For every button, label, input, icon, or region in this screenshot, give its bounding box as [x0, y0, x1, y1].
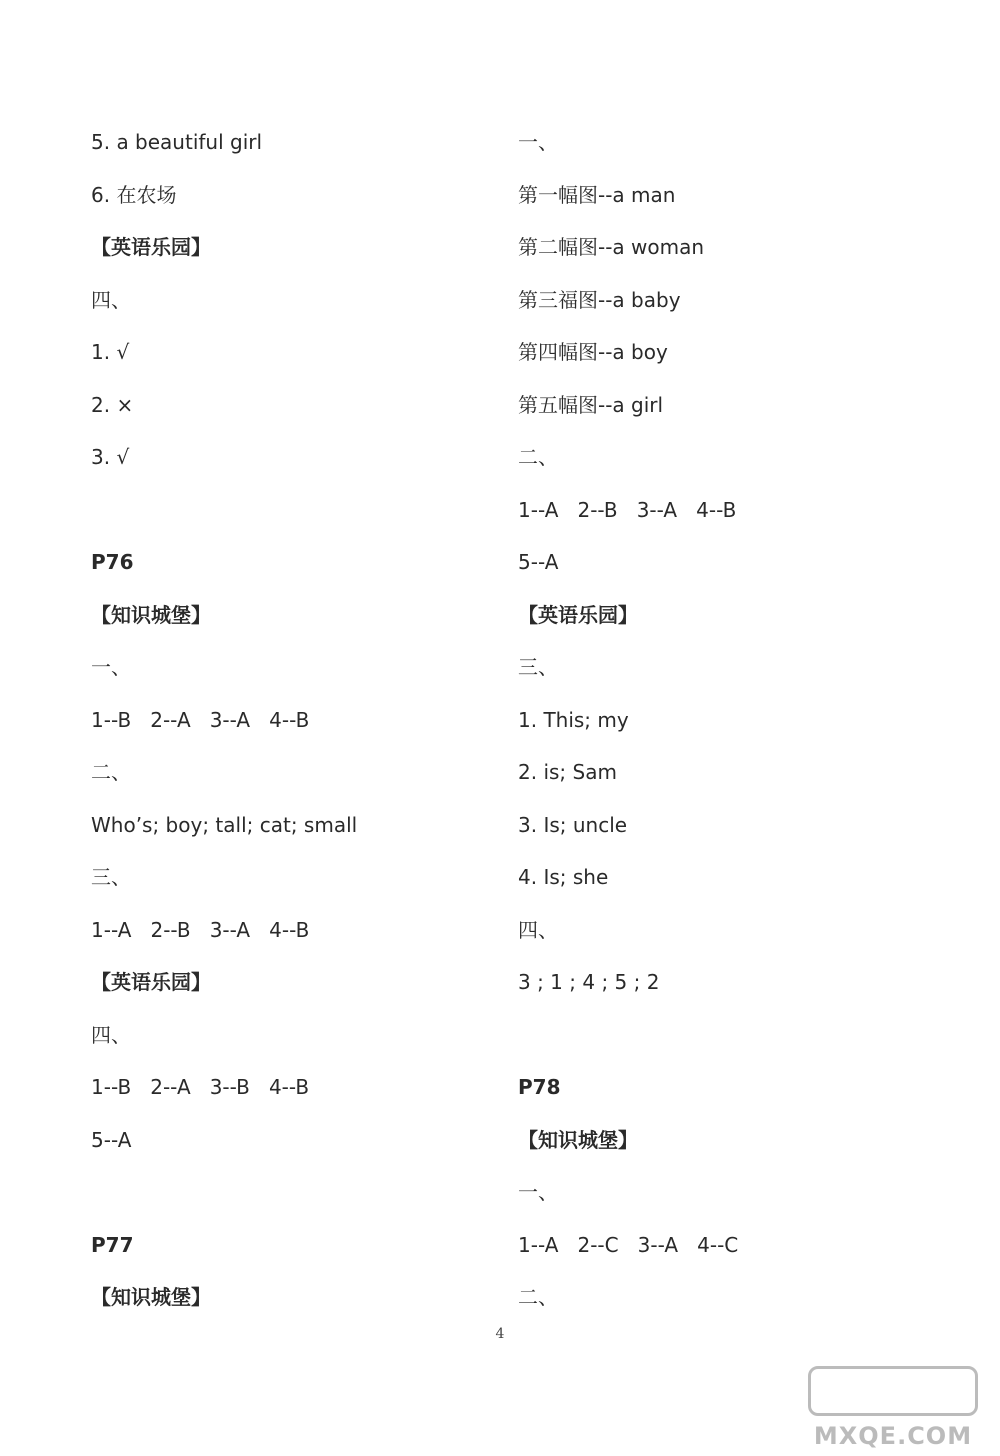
watermark-logo-icon — [808, 1366, 978, 1416]
answer-line: 6. 在农场 — [91, 182, 177, 207]
question-number: 一、 — [518, 1180, 558, 1204]
answer-line: 1. √ — [91, 340, 130, 364]
blank-line — [91, 490, 511, 543]
answer-line: 5--A — [91, 1127, 132, 1152]
answer-line: 4. Is; she — [518, 865, 609, 889]
blank-line — [91, 1172, 511, 1225]
answer-line: Who’s; boy; tall; cat; small — [91, 812, 358, 837]
answer-line: 1--A 2--C 3--A 4--C — [518, 1232, 739, 1257]
watermark — [798, 1366, 988, 1450]
answer-line: 第三福图--a baby — [518, 287, 681, 312]
watermark-text: MXQE.COM — [813, 1422, 973, 1450]
right-column — [518, 122, 938, 1330]
answer-line: 5--A — [518, 550, 559, 574]
question-number: 三、 — [518, 655, 558, 679]
answer-line: 2. is; Sam — [518, 760, 617, 784]
section-heading: 【知识城堡】 — [91, 1285, 211, 1309]
answer-line: 3 ; 1 ; 4 ; 5 ; 2 — [518, 970, 660, 994]
answer-line: 1--A 2--B 3--A 4--B — [518, 497, 737, 522]
answer-line: 第一幅图--a man — [518, 182, 676, 207]
answer-line: 2. × — [91, 392, 134, 417]
question-number: 四、 — [518, 917, 558, 942]
answer-line: 1--B 2--A 3--B 4--B — [91, 1075, 310, 1099]
question-number: 四、 — [91, 1022, 131, 1047]
question-number: 一、 — [518, 130, 558, 154]
answer-line: 第四幅图--a boy — [518, 340, 668, 364]
question-number: 二、 — [91, 760, 131, 784]
answer-line: 5. a beautiful girl — [91, 130, 263, 154]
section-heading: 【英语乐园】 — [91, 235, 211, 259]
question-number: 二、 — [518, 1285, 558, 1309]
section-heading: 【知识城堡】 — [91, 602, 211, 627]
answer-line: 第二幅图--a woman — [518, 235, 705, 259]
left-column — [91, 122, 511, 1330]
answer-line: 1. This; my — [518, 707, 629, 732]
page-heading: P78 — [518, 1075, 561, 1099]
answer-line: 1--B 2--A 3--A 4--B — [91, 707, 310, 732]
page-number: 4 — [495, 1326, 505, 1342]
page-heading: P76 — [91, 550, 134, 574]
answer-line: 3. Is; uncle — [518, 812, 628, 837]
question-number: 三、 — [91, 865, 131, 889]
question-number: 四、 — [91, 287, 131, 312]
answer-line: 1--A 2--B 3--A 4--B — [91, 917, 310, 942]
section-heading: 【英语乐园】 — [91, 970, 211, 994]
answer-line: 3. √ — [91, 445, 130, 469]
question-number: 二、 — [518, 445, 558, 469]
question-number: 一、 — [91, 655, 131, 679]
blank-line — [518, 1015, 938, 1068]
section-heading: 【知识城堡】 — [518, 1127, 638, 1152]
answer-line: 第五幅图--a girl — [518, 392, 664, 417]
page-heading: P77 — [91, 1232, 134, 1257]
section-heading: 【英语乐园】 — [518, 602, 638, 627]
